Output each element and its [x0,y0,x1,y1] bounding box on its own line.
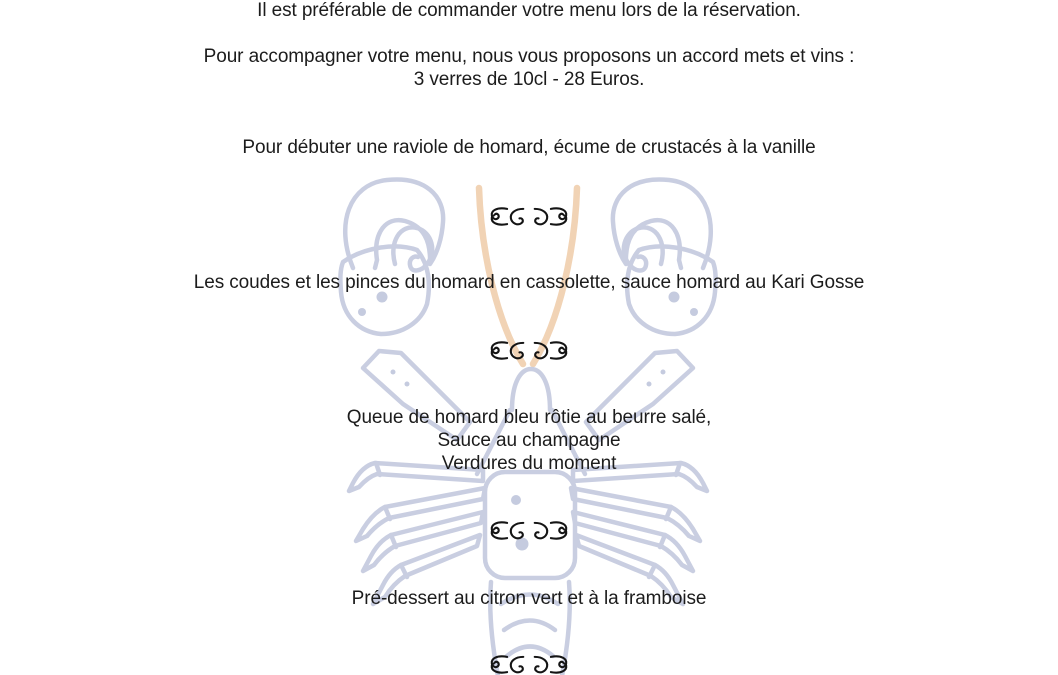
flourish-divider-icon [0,340,1058,362]
wine-pairing-line: Pour accompagner votre menu, nous vous proposons un accord mets et vins : [203,46,855,67]
flourish-divider-icon [0,206,1058,228]
course-main-line-3: Verdures du moment [441,453,617,474]
reservation-note: Il est préférable de commander votre menu lors de la réservation. [257,0,801,21]
course-main-line-2: Sauce au champagne [437,430,621,451]
course-starter-line: Pour débuter une raviole de homard, écume de crustacés à la vanille [242,137,816,158]
wine-pairing-price: 3 verres de 10cl - 28 Euros. [413,69,645,90]
course-main-line-1: Queue de homard bleu rôtie au beurre salé, [346,407,712,428]
course-second-line: Les coudes et les pinces du homard en cassolette, sauce homard au Kari Gosse [193,272,865,293]
flourish-divider-icon [0,654,1058,675]
flourish-divider-icon [0,520,1058,542]
course-predessert-line: Pré-dessert au citron vert et à la framboise [351,588,707,609]
